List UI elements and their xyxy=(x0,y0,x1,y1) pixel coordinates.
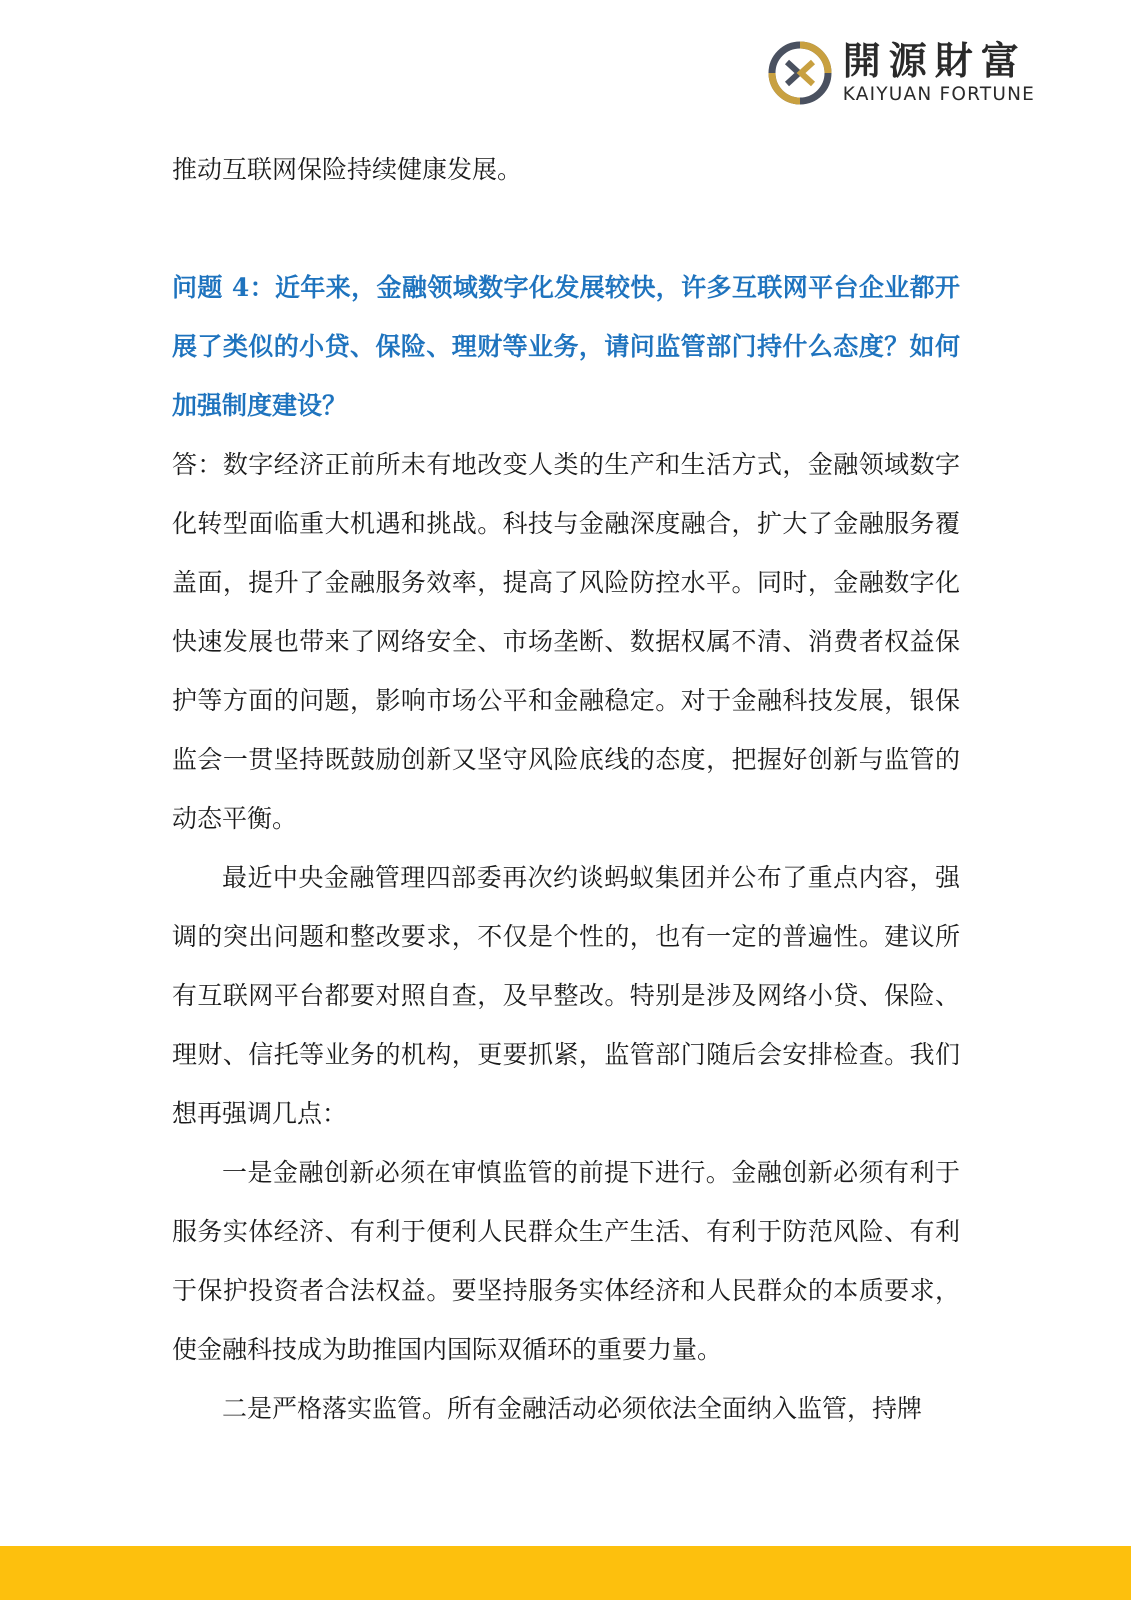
paragraph-gap xyxy=(172,199,960,258)
paragraph-point-one: 一是金融创新必须在审慎监管的前提下进行。金融创新必须有利于服务实体经济、有利于便利人民群众生产生活、有利于防范风险、有利于保护投资者合法权益。要坚持服务实体经济和人民群众的本质要求，使金融科技成为助推国内国际双循环的重要力量。 xyxy=(172,1158,960,1364)
paragraph-recent-talks: 最近中央金融管理四部委再次约谈蚂蚁集团并公布了重点内容，强调的突出问题和整改要求，不仅是个性的，也有一定的普遍性。建议所有互联网平台都要对照自查，及早整改。特别是涉及网络小贷、保险、理财、信托等业务的机构，更要抓紧，监管部门随后会安排检查。我们想再强调几点： xyxy=(172,863,960,1128)
kaiyuan-logo-icon xyxy=(767,40,833,106)
document-body xyxy=(172,140,960,1438)
question-heading: 问题 4：近年来，金融领域数字化发展较快，许多互联网平台企业都开展了类似的小贷、保险、理财等业务，请问监管部门持什么态度？如何加强制度建设？ xyxy=(172,273,960,420)
logo-chinese-name: 開源財富 xyxy=(842,39,1027,83)
logo-english-name: KAIYUAN FORTUNE xyxy=(842,84,1035,105)
paragraph-continuation: 推动互联网保险持续健康发展。 xyxy=(172,155,523,184)
header xyxy=(767,40,1035,106)
footer-bar xyxy=(0,1546,1131,1600)
logo-text xyxy=(843,40,1035,106)
answer-paragraph: 答：数字经济正前所未有地改变人类的生产和生活方式，金融领域数字化转型面临重大机遇和挑战。科技与金融深度融合，扩大了金融服务覆盖面，提升了金融服务效率，提高了风险防控水平。同时，金融数字化快速发展也带来了网络安全、市场垄断、数据权属不清、消费者权益保护等方面的问题，影响市场公平和金融稳定。对于金融科技发展，银保监会一贯坚持既鼓励创新又坚守风险底线的态度，把握好创新与监管的动态平衡。 xyxy=(172,450,960,833)
paragraph-point-two: 二是严格落实监管。所有金融活动必须依法全面纳入监管，持牌 xyxy=(222,1394,923,1423)
